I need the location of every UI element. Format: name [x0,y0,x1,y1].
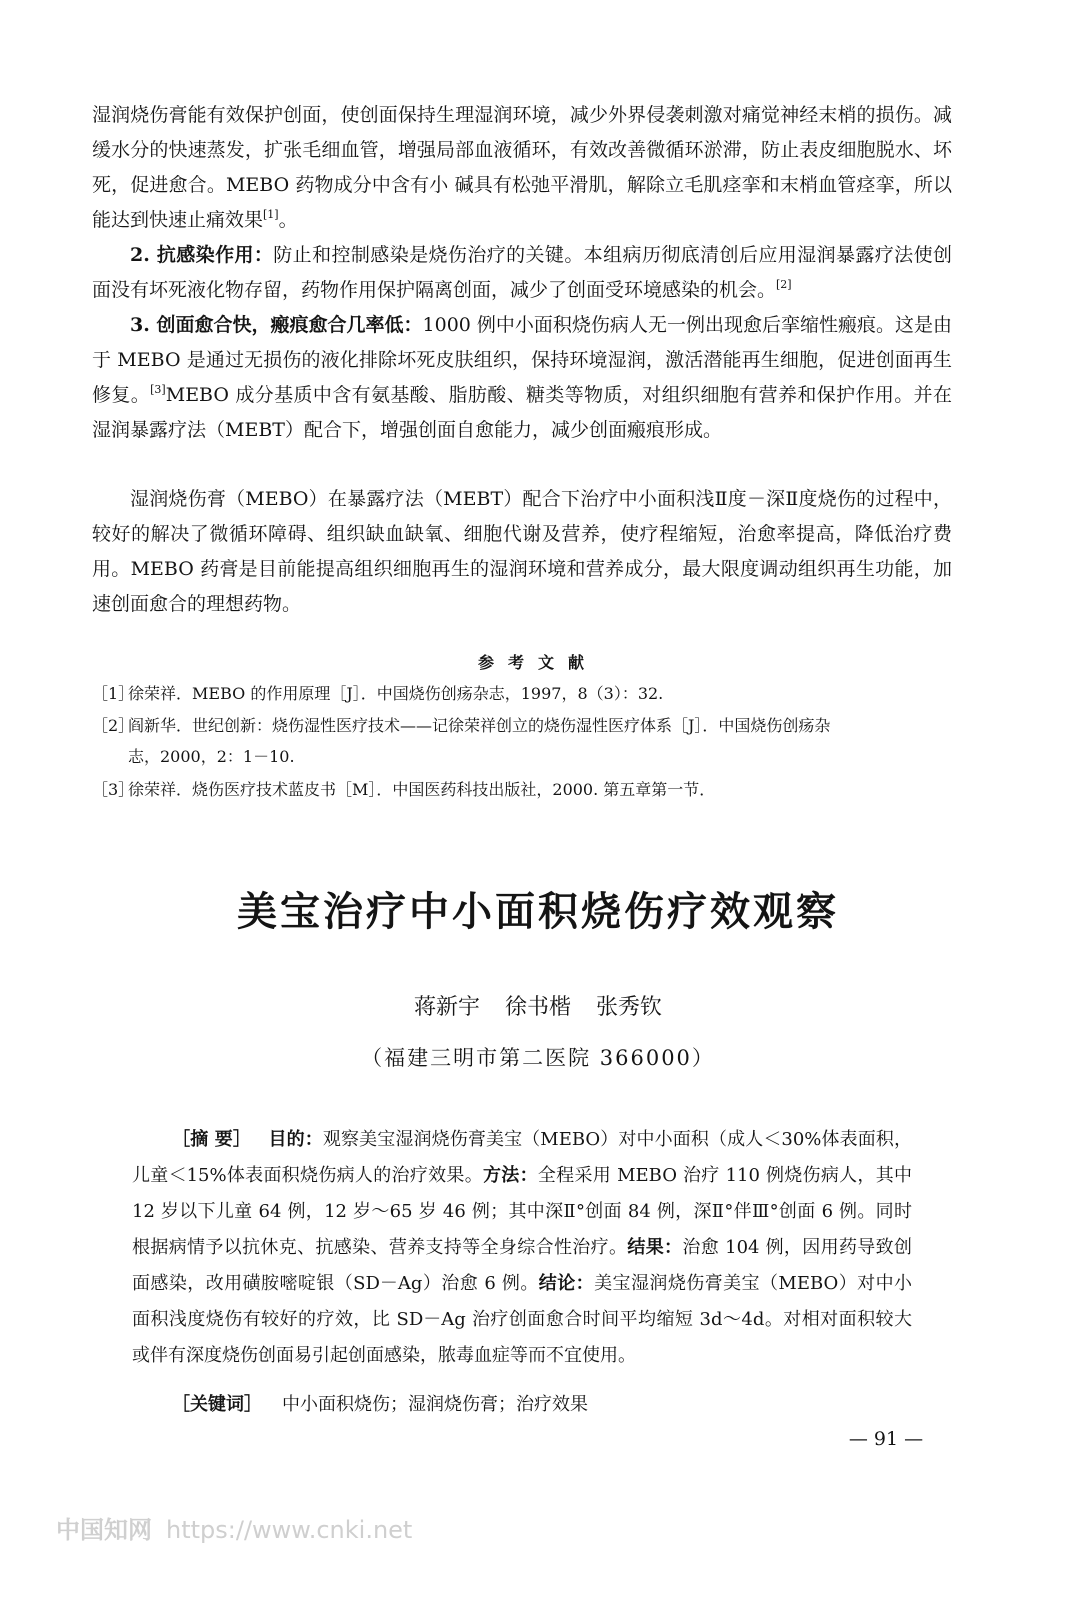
reference-text: 徐荣祥．烧伤医疗技术蓝皮书［M］．中国医药科技出版社，2000. 第五章第一节． [128,780,716,799]
article-title: 美宝治疗中小面积烧伤疗效观察 [237,889,839,935]
abstract-conclusion: 美宝湿润烧伤膏美宝（MEBO）对中小面积浅度烧伤有较好的疗效，比 SD－Ag 治疗创面愈合时间平均缩短 3d～4d。对相对面积较大或伴有深度烧伤创面易引起创面感染，脓毒血症等而不宜使用。 [132,1273,913,1366]
keywords-label: ［关键词］ [172,1394,262,1415]
paragraph-end: 。 [278,209,298,231]
article-affiliation: （福建三明市第二医院 366000） [361,1046,715,1070]
reference-number: ［1］ [92,684,135,703]
article-authors: 蒋新宇 徐书楷 张秀钦 [414,995,662,1020]
watermark-brand: 中国知网 [56,1516,152,1544]
keywords-text: 中小面积烧伤；湿润烧伤膏；治疗效果 [282,1394,588,1415]
reference-item [92,710,952,772]
reference-text: 阎新华．世纪创新：烧伤湿性医疗技术——记徐荣祥创立的烧伤湿性医疗体系［J］．中国烧伤创疡杂 [128,716,831,735]
abstract-purpose-label: 目的： [268,1129,323,1150]
citation: [3] [150,383,166,396]
abstract-conclusion-label: 结论： [538,1273,595,1294]
reference-number: ［3］ [92,780,135,799]
paragraph-heading: 3. 创面愈合快，瘢痕愈合几率低： [130,314,423,336]
paragraph-wound-healing [92,308,952,448]
paragraph-text: 湿润烧伤膏能有效保护创面，使创面保持生理湿润环境，减少外界侵袭刺激对痛觉神经末梢的损伤。减缓水分的快速蒸发，扩张毛细血管，增强局部血液循环，有效改善微循环淤滞，防止表皮细胞脱水、坏死，促进愈合。MEBO 药物成分中含有小 碱具有松弛平滑肌，解除立毛肌痉挛和末梢血管痉挛，所以能达到快速止痛效果 [92,104,952,231]
reference-number: ［2］ [92,716,135,735]
paragraph-text: 防止和控制感染是烧伤治疗的关键。本组病历彻底清创后应用湿润暴露疗法使创面没有坏死液化物存留，药物作用保护隔离创面，减少了创面受环境感染的机会。 [92,244,952,301]
paragraph-heading: 2. 抗感染作用： [130,244,274,266]
paragraph-text: MEBO 成分基质中含有氨基酸、脂肪酸、糖类等物质，对组织细胞有营养和保护作用。并在湿润暴露疗法（MEBT）配合下，增强创面自愈能力，减少创面瘢痕形成。 [92,384,952,441]
paragraph-conclusion: 湿润烧伤膏（MEBO）在暴露疗法（MEBT）配合下治疗中小面积浅Ⅱ度－深Ⅱ度烧伤的过程中，较好的解决了微循环障碍、组织缺血缺氧、细胞代谢及营养，使疗程缩短，治愈率提高，降低治疗费用。MEBO 药膏是目前能提高组织细胞再生的湿润环境和营养成分，最大限度调动组织再生功能，加速创面愈合的理想药物。 [92,488,952,615]
reference-text: 徐荣祥．MEBO 的作用原理［J］．中国烧伤创疡杂志，1997，8（3）：32. [128,684,664,703]
abstract-method: 全程采用 MEBO 治疗 110 例烧伤病人，其中 12 岁以下儿童 64 例，12 岁～65 岁 46 例；其中深Ⅱ°创面 84 例，深Ⅱ°伴Ⅲ°创面 6 例。同时根据病情予以抗休克、抗感染、营养支持等全身综合性治疗。 [132,1165,913,1258]
keywords [172,1390,912,1420]
citation: [2] [776,278,792,291]
abstract-method-label: 方法： [483,1165,538,1186]
watermark [56,1510,412,1545]
paragraph-text: 1000 例中小面积烧伤病人无一例出现愈后挛缩性瘢痕。这是由于 MEBO 是通过无损伤的液化排除坏死皮肤组织，保持环境湿润，激活潜能再生细胞，促进创面再生修复。 [92,314,952,406]
reference-item [92,678,952,709]
abstract-result: 治愈 104 例，因用药导致创面感染，改用磺胺嘧啶银（SD－Ag）治愈 6 例。 [132,1237,912,1294]
abstract-result-label: 结果： [627,1237,683,1258]
watermark-url: https://www.cnki.net [166,1516,413,1544]
abstract [132,1122,912,1374]
paragraph-anti-infection [92,238,952,308]
page-number: — 91 — [848,1428,924,1450]
paragraph-moisture [92,98,952,238]
references-heading: 参考文献 [477,653,598,672]
reference-item [92,774,952,805]
citation: [1] [263,208,279,221]
abstract-purpose: 观察美宝湿润烧伤膏美宝（MEBO）对中小面积（成人＜30%体表面积，儿童＜15%体表面积烧伤病人的治疗效果。 [132,1129,912,1186]
reference-text-continued: 志，2000，2：1－10. [128,747,295,766]
abstract-label: ［摘 要］ [172,1129,251,1150]
